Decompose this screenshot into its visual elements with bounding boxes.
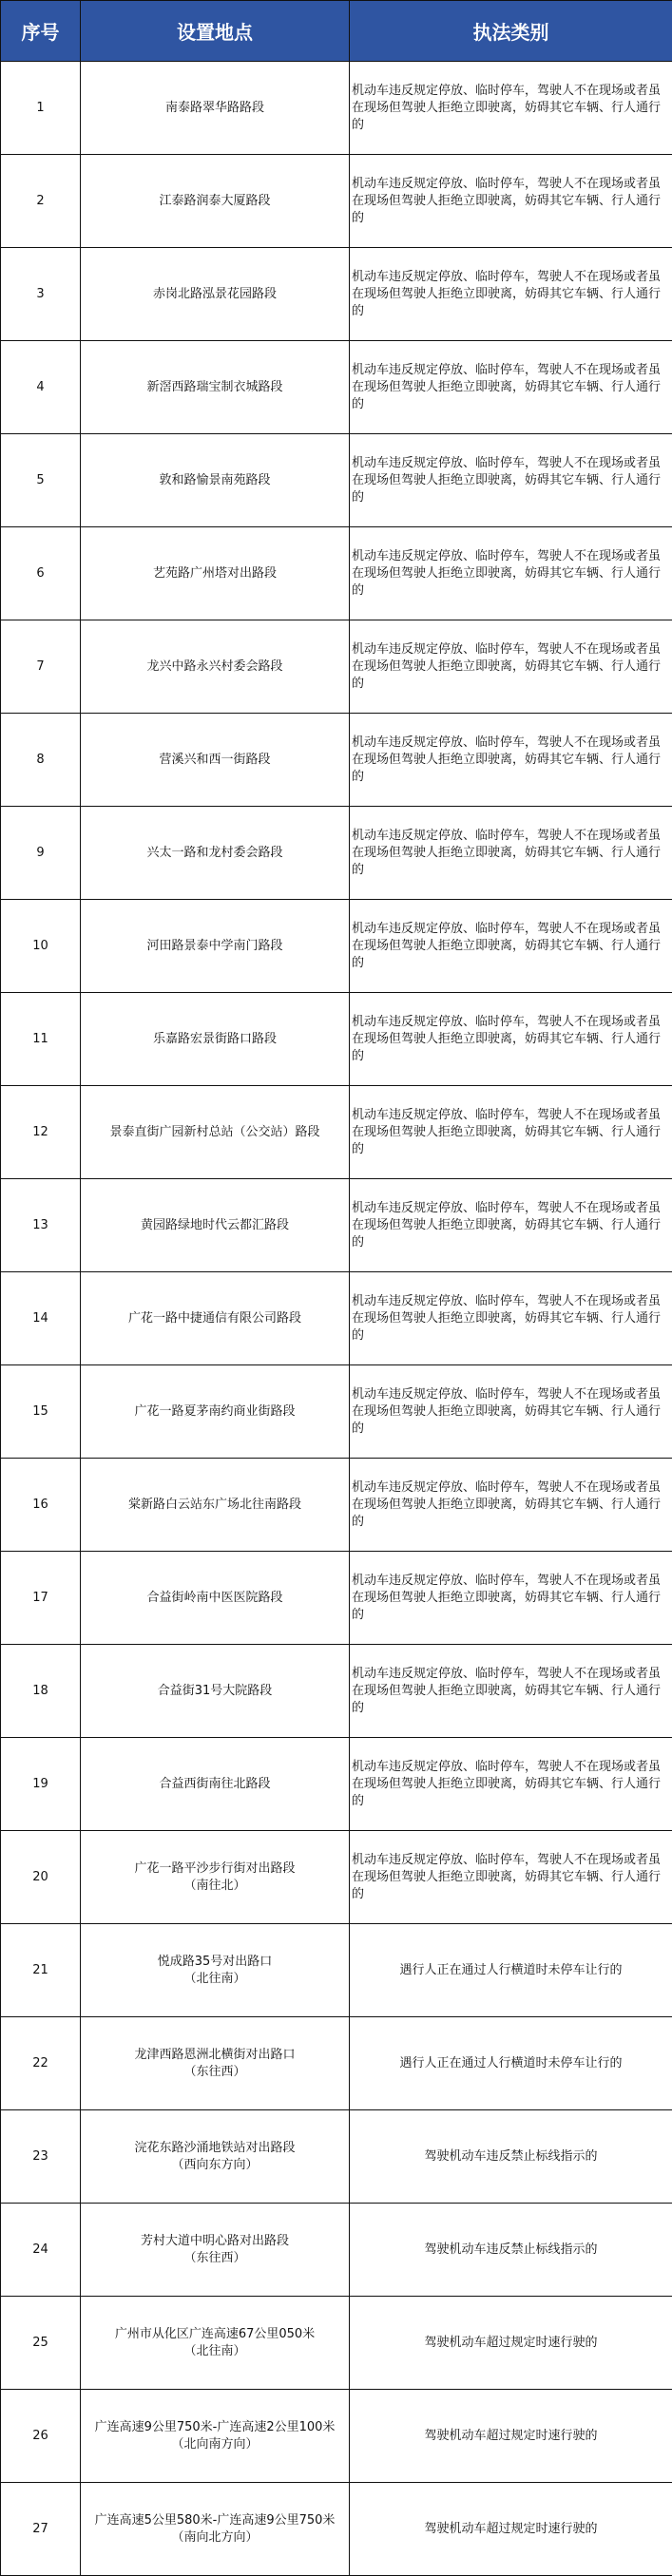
category-cell: 机动车违反规定停放、临时停车，驾驶人不在现场或者虽在现场但驾驶人拒绝立即驶离，妨碍其它车辆、行人通行的 [350, 1831, 672, 1924]
location-cell [81, 1086, 350, 1179]
row-index: 20 [1, 1831, 81, 1924]
location-direction: （南往北） [183, 1879, 245, 1893]
location-cell [81, 527, 350, 620]
location-cell [81, 1365, 350, 1459]
table-row [1, 900, 672, 993]
category-cell: 机动车违反规定停放、临时停车，驾驶人不在现场或者虽在现场但驾驶人拒绝立即驶离，妨碍其它车辆、行人通行的 [350, 248, 672, 341]
location-cell [81, 1552, 350, 1645]
location-cell [81, 620, 350, 714]
category-cell: 机动车违反规定停放、临时停车，驾驶人不在现场或者虽在现场但驾驶人拒绝立即驶离，妨碍其它车辆、行人通行的 [350, 1179, 672, 1272]
location-name: 悦成路35号对出路口 [158, 1955, 273, 1969]
location-name: 南泰路翠华路路段 [165, 101, 264, 115]
location-cell [81, 2204, 350, 2297]
category-cell: 驾驶机动车超过规定时速行驶的 [350, 2297, 672, 2390]
location-name: 河田路景泰中学南门路段 [146, 939, 282, 953]
location-cell [81, 900, 350, 993]
location-name: 芳村大道中明心路对出路段 [141, 2234, 289, 2248]
category-cell: 机动车违反规定停放、临时停车，驾驶人不在现场或者虽在现场但驾驶人拒绝立即驶离，妨碍其它车辆、行人通行的 [350, 620, 672, 714]
location-name: 景泰直街广园新村总站（公交站）路段 [109, 1125, 319, 1139]
row-index: 24 [1, 2204, 81, 2297]
location-cell [81, 341, 350, 434]
table-row [1, 1552, 672, 1645]
row-index: 14 [1, 1272, 81, 1365]
location-name: 黄园路绿地时代云都汇路段 [141, 1218, 289, 1232]
row-index: 21 [1, 1924, 81, 2017]
table-row [1, 1179, 672, 1272]
location-cell [81, 1831, 350, 1924]
row-index: 25 [1, 2297, 81, 2390]
table-row [1, 341, 672, 434]
location-name: 赤岗北路泓景花园路段 [153, 287, 277, 301]
location-direction: （北往南） [183, 2344, 245, 2358]
location-name: 营溪兴和西一街路段 [159, 753, 270, 767]
location-name: 合益西街南往北路段 [159, 1777, 270, 1791]
location-cell [81, 993, 350, 1086]
location-cell [81, 714, 350, 807]
location-name: 江泰路润泰大厦路段 [159, 194, 270, 208]
category-cell: 驾驶机动车违反禁止标线指示的 [350, 2204, 672, 2297]
location-name: 广州市从化区广连高速67公里050米 [115, 2327, 315, 2341]
category-cell: 机动车违反规定停放、临时停车，驾驶人不在现场或者虽在现场但驾驶人拒绝立即驶离，妨碍其它车辆、行人通行的 [350, 993, 672, 1086]
location-cell [81, 1645, 350, 1738]
table-row [1, 1272, 672, 1365]
location-name: 浣花东路沙涌地铁站对出路段 [134, 2141, 295, 2155]
category-cell: 机动车违反规定停放、临时停车，驾驶人不在现场或者虽在现场但驾驶人拒绝立即驶离，妨碍其它车辆、行人通行的 [350, 1272, 672, 1365]
location-direction: （南向北方向） [171, 2530, 258, 2545]
category-cell: 驾驶机动车超过规定时速行驶的 [350, 2390, 672, 2483]
location-cell [81, 2390, 350, 2483]
row-index: 4 [1, 341, 81, 434]
location-name: 广花一路平沙步行街对出路段 [134, 1861, 295, 1876]
location-name: 兴太一路和龙村委会路段 [146, 846, 282, 860]
location-name: 广花一路中捷通信有限公司路段 [128, 1311, 301, 1326]
location-name: 新滘西路瑞宝制衣城路段 [146, 380, 282, 394]
row-index: 12 [1, 1086, 81, 1179]
location-name: 广连高速5公里580米-广连高速9公里750米 [95, 2513, 336, 2528]
category-cell: 机动车违反规定停放、临时停车，驾驶人不在现场或者虽在现场但驾驶人拒绝立即驶离，妨碍其它车辆、行人通行的 [350, 900, 672, 993]
category-cell: 机动车违反规定停放、临时停车，驾驶人不在现场或者虽在现场但驾驶人拒绝立即驶离，妨碍其它车辆、行人通行的 [350, 1459, 672, 1552]
category-cell: 遇行人正在通过人行横道时未停车让行的 [350, 2017, 672, 2110]
location-cell [81, 2017, 350, 2110]
column-header-location: 设置地点 [81, 1, 350, 62]
row-index: 15 [1, 1365, 81, 1459]
table-row [1, 1365, 672, 1459]
table-row [1, 2483, 672, 2576]
table-row [1, 620, 672, 714]
location-direction: （东往西） [183, 2065, 245, 2079]
location-name: 棠新路白云站东广场北往南路段 [128, 1498, 301, 1512]
location-cell [81, 1459, 350, 1552]
category-cell: 机动车违反规定停放、临时停车，驾驶人不在现场或者虽在现场但驾驶人拒绝立即驶离，妨碍其它车辆、行人通行的 [350, 527, 672, 620]
location-cell [81, 1272, 350, 1365]
category-cell: 机动车违反规定停放、临时停车，驾驶人不在现场或者虽在现场但驾驶人拒绝立即驶离，妨碍其它车辆、行人通行的 [350, 1645, 672, 1738]
location-cell [81, 2483, 350, 2576]
location-name: 合益街31号大院路段 [158, 1684, 273, 1698]
category-cell: 机动车违反规定停放、临时停车，驾驶人不在现场或者虽在现场但驾驶人拒绝立即驶离，妨碍其它车辆、行人通行的 [350, 1738, 672, 1831]
category-cell: 机动车违反规定停放、临时停车，驾驶人不在现场或者虽在现场但驾驶人拒绝立即驶离，妨碍其它车辆、行人通行的 [350, 62, 672, 155]
category-cell: 机动车违反规定停放、临时停车，驾驶人不在现场或者虽在现场但驾驶人拒绝立即驶离，妨碍其它车辆、行人通行的 [350, 1086, 672, 1179]
location-cell [81, 2297, 350, 2390]
row-index: 1 [1, 62, 81, 155]
location-direction: （东往西） [183, 2251, 245, 2265]
row-index: 27 [1, 2483, 81, 2576]
row-index: 6 [1, 527, 81, 620]
table-row [1, 2017, 672, 2110]
row-index: 10 [1, 900, 81, 993]
table-row [1, 714, 672, 807]
category-cell: 机动车违反规定停放、临时停车，驾驶人不在现场或者虽在现场但驾驶人拒绝立即驶离，妨碍其它车辆、行人通行的 [350, 1552, 672, 1645]
row-index: 26 [1, 2390, 81, 2483]
row-index: 5 [1, 434, 81, 527]
location-cell [81, 807, 350, 900]
location-direction: （西向东方向） [171, 2158, 258, 2172]
location-cell [81, 155, 350, 248]
column-header-category: 执法类别 [350, 1, 672, 62]
table-row [1, 993, 672, 1086]
location-cell [81, 62, 350, 155]
location-name: 龙津西路恩洲北横街对出路口 [134, 2048, 295, 2062]
table-row [1, 62, 672, 155]
category-cell: 机动车违反规定停放、临时停车，驾驶人不在现场或者虽在现场但驾驶人拒绝立即驶离，妨碍其它车辆、行人通行的 [350, 1365, 672, 1459]
category-cell: 机动车违反规定停放、临时停车，驾驶人不在现场或者虽在现场但驾驶人拒绝立即驶离，妨碍其它车辆、行人通行的 [350, 807, 672, 900]
table-row [1, 1645, 672, 1738]
row-index: 17 [1, 1552, 81, 1645]
category-cell: 机动车违反规定停放、临时停车，驾驶人不在现场或者虽在现场但驾驶人拒绝立即驶离，妨碍其它车辆、行人通行的 [350, 434, 672, 527]
table-row [1, 2110, 672, 2204]
table-row [1, 248, 672, 341]
row-index: 11 [1, 993, 81, 1086]
location-name: 敦和路愉景南苑路段 [159, 473, 270, 487]
table-row [1, 1086, 672, 1179]
location-cell [81, 1924, 350, 2017]
row-index: 16 [1, 1459, 81, 1552]
table-row [1, 2390, 672, 2483]
row-index: 19 [1, 1738, 81, 1831]
location-cell [81, 434, 350, 527]
category-cell: 机动车违反规定停放、临时停车，驾驶人不在现场或者虽在现场但驾驶人拒绝立即驶离，妨碍其它车辆、行人通行的 [350, 714, 672, 807]
table-row [1, 1738, 672, 1831]
table-row [1, 434, 672, 527]
table-row [1, 2204, 672, 2297]
row-index: 2 [1, 155, 81, 248]
location-name: 广花一路夏茅南约商业街路段 [134, 1404, 295, 1419]
row-index: 8 [1, 714, 81, 807]
location-name: 合益街岭南中医医院路段 [146, 1591, 282, 1605]
row-index: 7 [1, 620, 81, 714]
location-name: 乐嘉路宏景街路口路段 [153, 1032, 277, 1046]
location-cell [81, 1179, 350, 1272]
table-row [1, 1459, 672, 1552]
location-name: 龙兴中路永兴村委会路段 [146, 659, 282, 674]
location-cell [81, 2110, 350, 2204]
table-row [1, 527, 672, 620]
location-cell [81, 248, 350, 341]
category-cell: 机动车违反规定停放、临时停车，驾驶人不在现场或者虽在现场但驾驶人拒绝立即驶离，妨碍其它车辆、行人通行的 [350, 341, 672, 434]
category-cell: 驾驶机动车违反禁止标线指示的 [350, 2110, 672, 2204]
row-index: 22 [1, 2017, 81, 2110]
table-row [1, 2297, 672, 2390]
location-cell [81, 1738, 350, 1831]
row-index: 23 [1, 2110, 81, 2204]
row-index: 13 [1, 1179, 81, 1272]
table-row [1, 1924, 672, 2017]
table-row [1, 1831, 672, 1924]
category-cell: 机动车违反规定停放、临时停车，驾驶人不在现场或者虽在现场但驾驶人拒绝立即驶离，妨碍其它车辆、行人通行的 [350, 155, 672, 248]
column-header-index: 序号 [1, 1, 81, 62]
location-direction: （北向南方向） [171, 2437, 258, 2452]
location-name: 艺苑路广州塔对出路段 [153, 566, 277, 581]
table-row [1, 807, 672, 900]
table-header-row [1, 1, 672, 62]
category-cell: 驾驶机动车超过规定时速行驶的 [350, 2483, 672, 2576]
table-row [1, 155, 672, 248]
location-name: 广连高速9公里750米-广连高速2公里100米 [95, 2420, 336, 2434]
row-index: 9 [1, 807, 81, 900]
row-index: 18 [1, 1645, 81, 1738]
location-direction: （北往南） [183, 1972, 245, 1986]
row-index: 3 [1, 248, 81, 341]
category-cell: 遇行人正在通过人行横道时未停车让行的 [350, 1924, 672, 2017]
